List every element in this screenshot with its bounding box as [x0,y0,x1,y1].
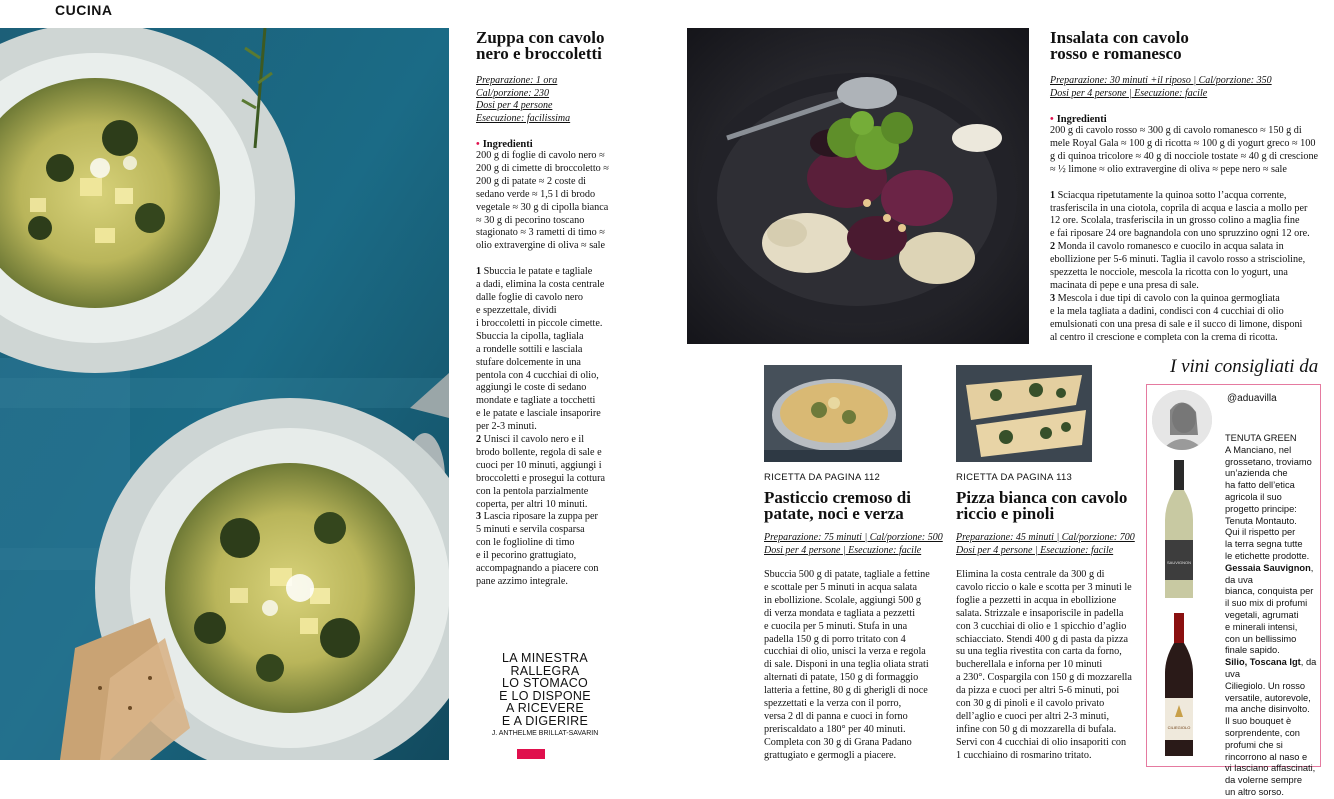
avatar [1152,390,1212,450]
ingredient-line: ≈ ½ limone ≈ olio extravergine di oliva ≈ pepe nero ≈ sale [1050,163,1287,175]
pasticcio-meta [764,532,949,557]
wine-line: e minerali intensi, [1225,621,1298,632]
step-line [476,576,616,589]
quote-line: A RICEVERE [505,701,585,715]
wine-line: Gessaia Sauvignon, da uva [1225,562,1314,585]
text-line: cucchiai di olio, unisci la verza e regola [764,646,926,658]
step-number: 1 [476,266,484,278]
step-line [476,292,616,305]
wine-line: un’azienda che [1225,468,1288,479]
step-line [476,524,616,537]
pasticcio-ref: RICETTA DA PAGINA 112 [764,472,881,483]
wine-line: progetto principe: [1225,503,1297,514]
pizza-meta-line: Dosi per 4 persone | Esecuzione: facile [956,544,1114,556]
wine-box [1146,384,1321,797]
text-line: foglie a pezzetti in acqua in ebollizione [956,594,1117,606]
step-text: al centro il crescione e completa con la crema di ricotta. [1050,331,1278,343]
step-line [476,473,616,486]
step-line [1050,241,1325,254]
accent-bar [517,749,545,759]
text-line: con 3 cucchiai di olio e 1 spicchio d’aglio [956,620,1127,632]
step-text: spezzetta le nocciole, mescola la ricotta con lo yogurt, una [1050,267,1288,279]
ingredient-line: 200 g di cimette di broccoletto ≈ [476,162,609,174]
step-line [1050,332,1325,345]
step-line [476,447,616,460]
wine-line: grossetano, troviamo [1225,456,1312,467]
wine-line: vi lasciano affascinati, [1225,763,1316,774]
ingredient-line: 200 g di patate ≈ 2 coste di [476,175,586,187]
bottle-label: SAUVIGNON [1166,560,1192,565]
zuppa-meta-line: Preparazione: 1 ora [476,75,558,86]
step-line [476,550,616,563]
wine-line: rincorrono al naso e [1225,751,1308,762]
text-line: alternati di patate, 150 g di formaggio [764,672,919,684]
text-line: 1 cucchiaino di rosmarino tritato. [956,749,1092,761]
text-line: da pizza e cuoci per altri 5-6 minuti, poi [956,685,1120,697]
ingredient-line: stagionato ≈ 3 rametti di timo ≈ [476,227,605,239]
ingredient-line: g di quinoa tricolore ≈ 40 g di nocciole tostate ≈ 40 g di crescione [1050,150,1319,162]
wine-line: ma anche disinvolto. [1225,704,1310,715]
text-line: su una teglia rivestita con carta da forno, [956,646,1122,658]
text-line: di verza mondata e tagliata a pezzetti [764,607,916,619]
step-text: Lascia riposare la zuppa per [483,511,598,523]
step-text: e la mela tagliata a dadini, condisci con 4 cucchiai di olio [1050,305,1284,317]
step-line [476,331,616,344]
bottle-label: CILIEGIOLO [1167,725,1191,730]
insalata-ingredients-title: • Ingredienti [1050,114,1107,125]
quote-author: J. ANTHELME BRILLAT-SAVARIN [491,730,599,737]
quote-line: RALLEGRA [510,663,580,678]
text-line: in ebollizione. Scolale, aggiungi 500 g [764,594,922,606]
step-line [476,370,616,383]
quote-line: E A DIGERIRE [501,713,589,728]
step-line [476,344,616,357]
wine-text [1225,433,1318,799]
step-text: i broccoletti in piccole cimette. [476,317,603,329]
pizza-title: Pizza bianca con cavolo riccio e pinoli [956,488,1128,523]
insalata-meta-line: Preparazione: 30 minuti +il riposo | Cal/porzione: 350 [1050,75,1272,86]
insalata-photo [687,28,1029,344]
step-line [476,357,616,370]
step-line [1050,293,1325,306]
step-text: dalle foglie di cavolo nero [476,292,583,304]
step-line [476,266,616,279]
step-text: brodo bollente, regola di sale e [476,446,602,458]
pasticcio-photo [764,365,902,462]
step-number: 1 [1050,189,1058,201]
ingredient-line: sedano verde ≈ 1,5 l di brodo [476,188,596,200]
pizza-meta [956,532,1141,557]
wine-line: bianca, conquista per [1225,586,1314,597]
step-line [476,318,616,331]
zuppa-steps [476,266,616,589]
quote-block [470,652,620,737]
bullet-icon: • [1050,114,1054,125]
wine-line: versatile, autorevole, [1225,692,1311,703]
text-line: latteria a fettine, 80 g di gherigli di noce [764,685,928,697]
text-line: schiacciato. Stendi 400 g di pasta da pizza [956,633,1128,645]
pizza-recipe [956,490,1141,763]
pasticcio-title: Pasticcio cremoso di patate, noci e verza [764,488,911,523]
step-line [1050,228,1325,241]
step-line [1050,319,1325,332]
text-line: dell’aglio e cuoci per altri 2-3 minuti, [956,710,1110,722]
step-number: 2 [1050,241,1058,253]
step-line [1050,203,1325,216]
bullet-icon: • [476,139,480,150]
wine-name: Gessaia Sauvignon [1225,562,1311,573]
soup-photo [0,28,449,760]
step-text: Sbuccia la cipolla, tagliala [476,330,584,342]
step-text: a dadi, elimina la costa centrale [476,279,605,291]
step-text: e le patate e lasciale insaporire [476,408,601,420]
step-line [1050,190,1325,203]
wine-heading: I vini consigliati da [1170,356,1319,377]
step-text: pane azzimo integrale. [476,576,568,587]
step-text: a rondelle sottili e lasciala [476,343,583,355]
step-text: mondate e tagliate a tocchetti [476,395,596,407]
insalata-steps [1050,190,1325,345]
zuppa-title: Zuppa con cavolo nero e broccoletti [476,28,605,63]
step-text: trasferiscila in una ciotola, coprila di acqua e lascia a mollo per [1050,202,1308,214]
wine-line: Qui il rispetto per [1225,527,1296,538]
step-text: coperta, per altri 10 minuti. [476,498,588,510]
wine-name: Silio, Toscana Igt [1225,657,1301,668]
zuppa-ingredients-title: • Ingredienti [476,139,533,150]
step-text: Mescola i due tipi di cavolo con la quinoa germogliata [1057,292,1280,304]
zuppa-ingredients [476,150,616,253]
text-line: preriscaldato a 180° per 40 minuti. [764,723,906,735]
wine-line: le etichette prodotte. [1225,550,1310,561]
step-text: accompagnando a piacere con [476,563,599,575]
text-line: spezzettati e la verza con il porro, [764,698,902,710]
step-text: con le foglioline di timo [476,537,575,549]
step-text: Unisci il cavolo nero e il [483,434,585,446]
step-line [476,511,616,524]
step-number: 2 [476,434,484,446]
insalata-ingredients [1050,125,1325,177]
step-line [476,486,616,499]
text-line: cavolo riccio o kale e scotta per 3 minuti le [956,581,1132,593]
step-text: per 2-3 minuti. [476,421,537,433]
pizza-ref: RICETTA DA PAGINA 113 [956,472,1073,483]
step-line [476,279,616,292]
text-line: bucherellala e inforna per 10 minuti [956,659,1103,671]
text-line: con 30 g di pinoli e il cavolo privato [956,698,1105,710]
step-number: 3 [1050,292,1058,304]
step-text: emulsionati con una presa di sale e il succo di limone, disponi [1050,318,1303,330]
step-text: stufare dolcemente in una [476,356,581,368]
step-line [1050,280,1325,293]
pasticcio-meta-line: Preparazione: 75 minuti | Cal/porzione: 500 [764,532,943,543]
step-line [1050,215,1325,228]
text-line: di sale. Disponi in una teglia oliata strati [764,659,929,671]
step-text: Sciacqua ripetutamente la quinoa sotto l’acqua corrente, [1057,189,1287,201]
pizza-photo [956,365,1092,462]
step-line [476,460,616,473]
pizza-meta-line: Preparazione: 45 minuti | Cal/porzione: 700 [956,532,1135,543]
step-number: 3 [476,511,484,523]
insalata-meta [1050,75,1325,100]
wine-line: sorprendente, con [1225,727,1300,738]
zuppa-meta-line: Dosi per 4 persone [476,100,553,111]
text-line: infine con 50 g di mozzarella di bufala. [956,723,1117,735]
wine-line: Ciliegiolo. Un rosso [1225,680,1306,691]
step-line [476,421,616,434]
text-line: padella 150 g di porro tritato con 4 [764,633,906,645]
text-line: Sbuccia 500 g di patate, tagliale a fettine [764,569,930,580]
step-text: 12 ore. Scolala, trasferiscila in un grosso colino a maglia fine [1050,215,1300,227]
section-label: CUCINA [55,2,113,18]
step-text: e il pecorino grattugiato, [476,550,577,562]
pizza-text [956,569,1141,763]
step-line [476,305,616,318]
quote-text [470,652,620,727]
ingredient-line: 200 g di foglie di cavolo nero ≈ [476,150,605,161]
wine-line: con un bellissimo [1225,633,1297,644]
insalata-recipe [1050,30,1325,345]
text-line: e cuocila per 5 minuti. Stufa in una [764,620,908,632]
step-line [1050,306,1325,319]
text-line: Servi con 4 cucchiai di olio insaporiti con [956,736,1127,748]
quote-line: LA MINESTRA [502,651,588,665]
wine-line: da volerne sempre [1225,775,1302,786]
step-line [476,434,616,447]
wine-line: da uva [1225,657,1317,679]
step-line [476,395,616,408]
step-line [1050,254,1325,267]
wine-line: Tenuta Montauto. [1225,515,1297,526]
step-text: con la pentola parzialmente [476,485,589,497]
wine-line: Il suo bouquet è [1225,716,1292,727]
wine-line: finale sapido. [1225,645,1280,656]
zuppa-recipe [476,30,616,589]
pasticcio-meta-line: Dosi per 4 persone | Esecuzione: facile [764,544,922,556]
white-wine-bottle [1159,460,1199,600]
zuppa-meta-line: Cal/porzione: 230 [476,87,550,99]
text-line: salata. Strizzale e insaporiscile in padella [956,607,1124,619]
zuppa-meta-line: Esecuzione: facilissima [476,112,571,124]
step-text: e spezzettale, dividi [476,304,557,316]
zuppa-meta [476,75,616,125]
quote-line: LO STOMACO [501,676,589,690]
wine-line: da uva [1225,574,1253,585]
step-line [1050,267,1325,280]
step-text: macinata di pepe e una presa di sale. [1050,279,1199,291]
insalata-title: Insalata con cavolo rosso e romanesco [1050,28,1189,63]
wine-producer: TENUTA GREEN [1225,433,1297,443]
wine-line: vegetali, agrumati [1225,609,1299,620]
wine-handle: @aduavilla [1227,393,1277,404]
pasticcio-recipe [764,490,949,763]
wine-line: A Manciano, nel [1225,444,1292,455]
pasticcio-text [764,569,949,763]
wine-line: il suo mix di profumi [1225,598,1308,609]
step-text: cuoci per 10 minuti, aggiungi i [476,459,602,471]
step-text: aggiungi le coste di sedano [476,382,587,394]
text-line: a 230°. Cospargila con 150 g di mozzarella [956,672,1132,684]
wine-line: ha fatto dell’etica [1225,480,1295,491]
wine-line: profumi che si [1225,739,1283,750]
ingredient-line: vegetale ≈ 30 g di cipolla bianca [476,201,609,213]
quote-line: E LO DISPONE [499,688,591,703]
step-text: Sbuccia le patate e tagliale [483,266,593,278]
step-text: Monda il cavolo romanesco e cuocilo in acqua salata in [1057,241,1284,253]
ingredient-line: olio extravergine di oliva ≈ sale [476,240,606,252]
wine-line: un altro sorso. [1225,786,1284,797]
text-line: versa 2 dl di panna e cuoci in forno [764,710,908,722]
text-line: e scottale per 5 minuti in acqua salata [764,581,918,593]
step-text: 5 minuti e servila cosparsa [476,524,585,536]
step-line [476,563,616,576]
text-line: Elimina la costa centrale da 300 g di [956,569,1105,580]
wine-line: Silio, Toscana Igt, da uva [1225,657,1317,679]
step-line [476,499,616,512]
step-line [476,382,616,395]
ingredient-line: 200 g di cavolo rosso ≈ 300 g di cavolo romanesco ≈ 150 g di [1050,125,1302,136]
step-line [476,408,616,421]
text-line: Completa con 30 g di Grana Padano [764,736,912,748]
insalata-meta-line: Dosi per 4 persone | Esecuzione: facile [1050,87,1208,99]
wine-line: agricola il suo [1225,491,1282,502]
step-text: pentola con 4 cucchiai di olio, [476,369,599,381]
wine-line: la terra segna tutte [1225,539,1303,550]
step-text: e fai riposare 24 ore bagnandola con uno spruzzino ogni 12 ore. [1050,228,1310,240]
text-line: grattugiato e germogli a piacere. [764,749,897,761]
step-text: ebollizione per 5-6 minuti. Taglia il cavolo rosso a striscioline, [1050,254,1306,266]
ingredient-line: mele Royal Gala ≈ 100 g di ricotta ≈ 100 g di yogurt greco ≈ 100 [1050,137,1316,149]
ingredient-line: ≈ 30 g di pecorino toscano [476,214,585,226]
red-wine-bottle [1159,613,1199,758]
step-line [476,537,616,550]
step-text: broccoletti e prosegui la cottura [476,472,605,484]
